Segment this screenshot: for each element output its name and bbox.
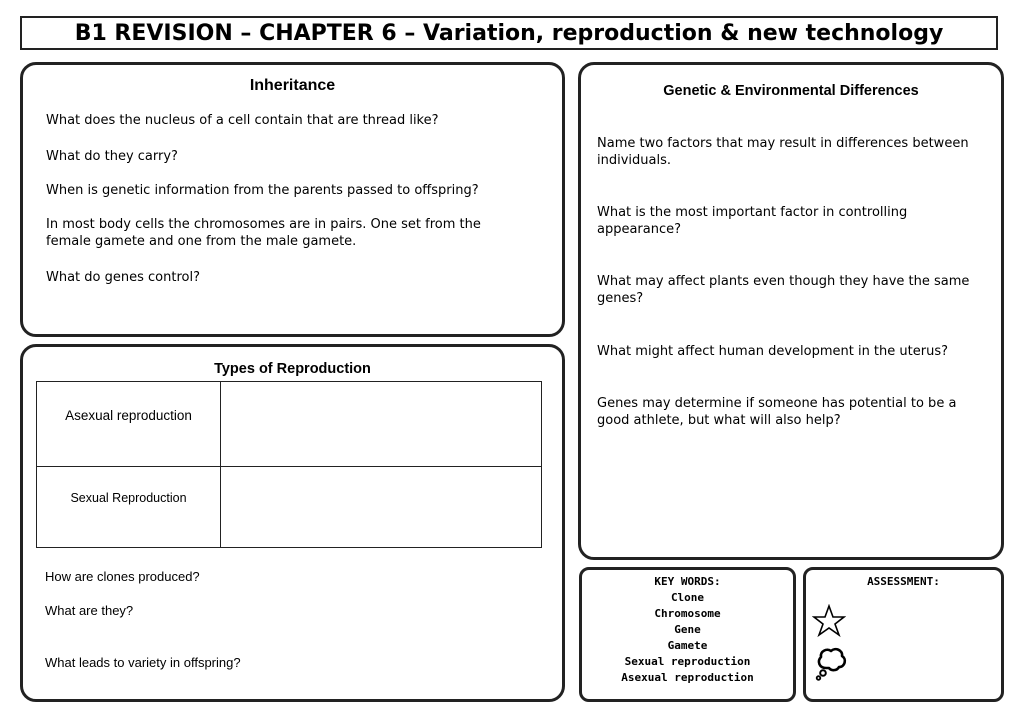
genetic-question-2: What is the most important factor in controlling appearance? [597, 205, 908, 237]
sexual-answer-cell[interactable] [221, 467, 542, 548]
inheritance-question-1: What does the nucleus of a cell contain that are thread like? [46, 113, 439, 128]
asexual-reproduction-label: Asexual reproduction [37, 382, 221, 467]
sexual-reproduction-label: Sexual Reproduction [37, 467, 221, 548]
genetic-question-5: Genes may determine if someone has potential to be a good athlete, but what will also help? [597, 396, 957, 428]
genetic-environmental-panel [578, 62, 1004, 560]
inheritance-statement-4: In most body cells the chromosomes are in pairs. One set from the female gamete and one from the male gamete. [46, 217, 481, 249]
reproduction-question-2: What are they? [45, 603, 134, 618]
genetic-question-4: What might affect human development in the uterus? [597, 344, 948, 359]
reproduction-question-3: What leads to variety in offspring? [45, 655, 241, 670]
genetic-question-3: What may affect plants even though they have the same genes? [597, 274, 970, 306]
reproduction-table [36, 381, 542, 548]
reproduction-heading: Types of Reproduction [214, 361, 371, 377]
inheritance-question-2: What do they carry? [46, 149, 178, 164]
star-icon[interactable] [812, 604, 846, 638]
key-word-6: Asexual reproduction [621, 671, 754, 684]
inheritance-heading: Inheritance [249, 77, 336, 94]
inheritance-panel [20, 62, 565, 337]
genetic-environmental-heading: Genetic & Environmental Differences [663, 83, 919, 99]
key-word-4: Gamete [667, 639, 708, 652]
key-words-panel [579, 567, 796, 702]
genetic-question-1: Name two factors that may result in differences between individuals. [597, 136, 969, 168]
key-word-5: Sexual reproduction [624, 655, 751, 668]
key-word-1: Clone [670, 591, 705, 604]
table-row [37, 467, 542, 548]
inheritance-question-5: What do genes control? [46, 270, 200, 285]
inheritance-question-3: When is genetic information from the parents passed to offspring? [46, 183, 479, 198]
table-row [37, 382, 542, 467]
key-words-heading: KEY WORDS: [654, 575, 721, 588]
thought-bubble-icon[interactable] [814, 646, 848, 682]
assessment-panel [803, 567, 1004, 702]
reproduction-question-1: How are clones produced? [45, 569, 200, 584]
key-word-3: Gene [674, 623, 701, 636]
assessment-heading: ASSESSMENT: [867, 575, 940, 588]
asexual-answer-cell[interactable] [221, 382, 542, 467]
page-title: B1 REVISION – CHAPTER 6 – Variation, reproduction & new technology [20, 16, 998, 50]
key-word-2: Chromosome [654, 607, 721, 620]
